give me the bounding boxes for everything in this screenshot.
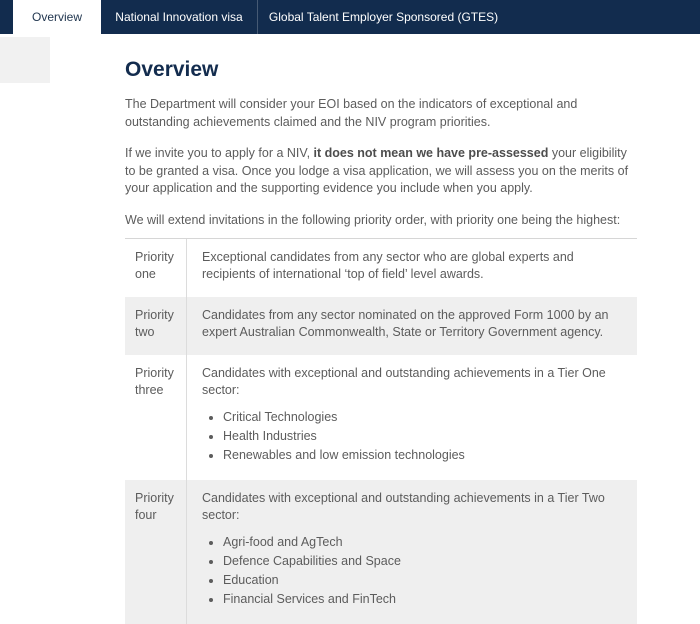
- list-item: • Health Industries: [223, 428, 621, 445]
- list-item: • Education: [223, 572, 621, 589]
- invite-paragraph-bold: it does not mean we have pre-assessed: [313, 146, 549, 160]
- left-grey-block: [0, 37, 50, 83]
- tier-two-intro: Candidates with exceptional and outstanding achievements in a Tier Two sector:: [202, 491, 605, 522]
- tab-gtes[interactable]: Global Talent Employer Sponsored (GTES): [257, 0, 509, 34]
- invite-paragraph: [125, 145, 637, 198]
- priority-two-label: Priority two: [125, 297, 187, 355]
- priority-one-description: Exceptional candidates from any sector who are global experts and recipients of international ‘top of field’ level awards.: [202, 250, 574, 281]
- priority-table: [125, 238, 637, 624]
- tab-national-innovation-visa[interactable]: National Innovation visa: [115, 10, 243, 24]
- invite-paragraph-start: If we invite you to apply for a NIV,: [125, 146, 314, 160]
- list-item: • Agri-food and AgTech: [223, 534, 621, 551]
- table-row-priority-four: [125, 480, 637, 624]
- tab-panel-overview: [125, 34, 637, 624]
- tier-one-sector-list: [202, 409, 621, 464]
- tab-overview[interactable]: Overview: [13, 0, 101, 34]
- priority-order-paragraph: We will extend invitations in the following priority order, with priority one being the highest:: [125, 212, 621, 227]
- list-item: • Renewables and low emission technologies: [223, 447, 621, 464]
- priority-four-label: Priority four: [125, 480, 187, 624]
- table-row-priority-two: [125, 297, 637, 355]
- priority-three-label: Priority three: [125, 355, 187, 480]
- table-row-priority-one: [125, 239, 637, 297]
- table-row-priority-three: [125, 355, 637, 480]
- list-item: • Critical Technologies: [223, 409, 621, 426]
- list-item: • Defence Capabilities and Space: [223, 553, 621, 570]
- tier-one-intro: Candidates with exceptional and outstanding achievements in a Tier One sector:: [202, 366, 606, 397]
- priority-three-description: [187, 355, 637, 480]
- priority-one-label: Priority one: [125, 239, 187, 297]
- tier-two-sector-list: [202, 534, 621, 608]
- tab-bar-left-spacer: [0, 0, 13, 34]
- list-item: • Financial Services and FinTech: [223, 591, 621, 608]
- page-title: Overview: [125, 58, 219, 81]
- priority-four-description: [187, 480, 637, 624]
- intro-paragraph: The Department will consider your EOI based on the indicators of exceptional and outstanding achievements claimed and the NIV program priorities.: [125, 97, 578, 129]
- tab-bar: [0, 0, 700, 34]
- priority-two-description: Candidates from any sector nominated on the approved Form 1000 by an expert Australian Commonwealth, State or Territory Government agency.: [202, 308, 609, 339]
- invite-paragraph-end: your eligibility to be granted a visa. Once you lodge a visa application, we will assess you on the merits of your application and the supporting evidence you include when you apply.: [125, 146, 629, 195]
